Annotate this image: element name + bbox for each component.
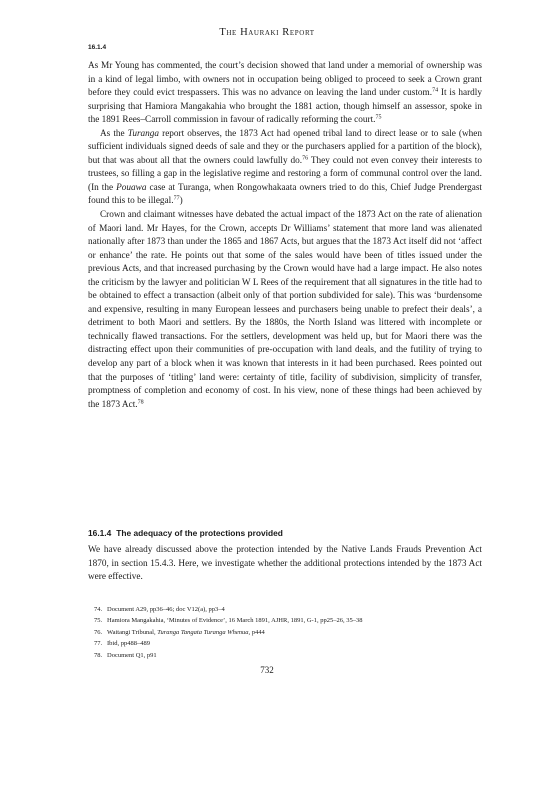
page-number: 732 bbox=[260, 665, 274, 675]
footnote-number: 75. bbox=[94, 617, 103, 625]
text-run: As Mr Young has commented, the court’s decision showed that land under a memorial of ownership was in a kind of legal limbo, with owners not in occupation being obliged to proceed to seek a Crown grant before they could evict trespassers. This was no advance on leaving the land under custom. bbox=[88, 61, 482, 99]
footnote-text: Document A29, pp36–46; doc V12(a), pp3–4 bbox=[107, 606, 225, 613]
footnote-ref[interactable]: 76 bbox=[302, 155, 309, 162]
paragraph-1 bbox=[88, 60, 482, 128]
footnote-text: Hamiora Mangakahia, ‘Minutes of Evidence’, 16 March 1891, AJHR, 1891, G-1, pp25–26, 35–38 bbox=[107, 617, 363, 625]
section-heading bbox=[88, 528, 482, 538]
footnote-ref[interactable]: 74 bbox=[432, 87, 439, 94]
footnote-text: Ibid, pp488–489 bbox=[107, 640, 150, 648]
footnote-italic: Turanga Tangata Turanga Whenua bbox=[157, 628, 249, 636]
footnote-number: 74. bbox=[94, 606, 103, 613]
running-head: The Hauraki Report bbox=[219, 27, 315, 38]
text-run: Crown and claimant witnesses have debated the actual impact of the 1873 Act on the rate of alienation of Maori land. Mr Hayes, for the Crown, accepts Dr Williams’ statement that more land was alienated nationally after 1873 than under the 1865 and 1867 Acts, but argues that the 1873 Act itself did not ‘affect or enhance’ the rate. He points out that some of the sales would have been of titles issued under the previous Acts, and that increased purchasing by the Crown would have had a large impact. He also notes the criticism by the lawyer and politician W L Rees of the requirement that all signatures in the title had to be obtained to effect a transaction (albeit only of that portion subdivided for sale). This was ‘burdensome and expensive, resulting in many European lessees and purchasers being unable to prefect their deals’, a detriment to both Maori and settlers. By the 1880s, the North Island was littered with incomplete or technically flawed transactions. For the settlers, development was held up, but for Maori there was the distracting effect upon their communities of pre-occupation with land deals, and the futility of trying to develop any part of a block when it was known that interests in it had been purchased. Rees pointed out that the purposes of ‘titling’ land were: certainty of title, facility of subdivision, simplicity of transfer, promptness of completion and economy of cost. In his view, none of these things had been achieved by the 1873 Act. bbox=[88, 210, 482, 410]
paragraph-3 bbox=[88, 209, 482, 412]
section-heading-title: The adequacy of the protections provided bbox=[116, 528, 283, 538]
footnote-text: , p444 bbox=[248, 628, 265, 636]
text-run: ) bbox=[179, 196, 183, 207]
italic-text: Pouawa bbox=[116, 182, 147, 193]
footnote-78 bbox=[94, 650, 484, 661]
footnote-ref[interactable]: 78 bbox=[137, 399, 144, 406]
footnote-ref[interactable]: 75 bbox=[375, 114, 382, 121]
section-heading-number: 16.1.4 bbox=[88, 528, 112, 538]
footnote-77 bbox=[94, 638, 484, 649]
footnote-text: Waitangi Tribunal, bbox=[107, 628, 158, 636]
text-run: They could not even convey their interests to trustees, so filling a gap in the legislative regime and restoring a form of communal control over the land. (In the bbox=[88, 155, 482, 193]
text-run: As the bbox=[100, 128, 128, 139]
paragraph-2 bbox=[88, 128, 482, 209]
text-run: case at Turanga, when Rongowhakaata owners tried to do this, Chief Judge Prendergast found this to be illegal. bbox=[88, 182, 483, 207]
footnote-75 bbox=[94, 615, 484, 626]
footnote-number: 78. bbox=[94, 651, 103, 659]
footnotes bbox=[94, 604, 484, 661]
footnote-text: Document Q1, p91 bbox=[107, 651, 157, 659]
text-run: report observes, the 1873 Act had opened tribal land to direct lease or to sale (when sufficient individuals signed deeds of sale and they or the purchasers applied for a partition of the block), but that was about all that the owners could lawfully do. bbox=[88, 128, 482, 166]
footnote-74 bbox=[94, 604, 484, 615]
footnote-ref[interactable]: 77 bbox=[173, 195, 180, 202]
footnote-76 bbox=[94, 627, 484, 638]
section-number: 16.1.4 bbox=[88, 44, 107, 51]
footnote-number: 76. bbox=[94, 628, 103, 636]
footnote-number: 77. bbox=[94, 640, 103, 648]
section-body bbox=[88, 544, 482, 585]
italic-text: Turanga bbox=[127, 128, 160, 139]
text-run: It is hardly surprising that Hamiora Mangakahia who brought the 1881 action, though himself an assessor, spoke in the 1891 Rees–Carroll commission in favour of radically reforming the court. bbox=[88, 88, 482, 126]
body-text bbox=[88, 60, 482, 412]
section-paragraph: We have already discussed above the protection intended by the Native Lands Frauds Prevention Act 1870, in section 15.4.3. Here, we investigate whether the additional protections intended by the 1873 Act were effective. bbox=[88, 545, 482, 583]
